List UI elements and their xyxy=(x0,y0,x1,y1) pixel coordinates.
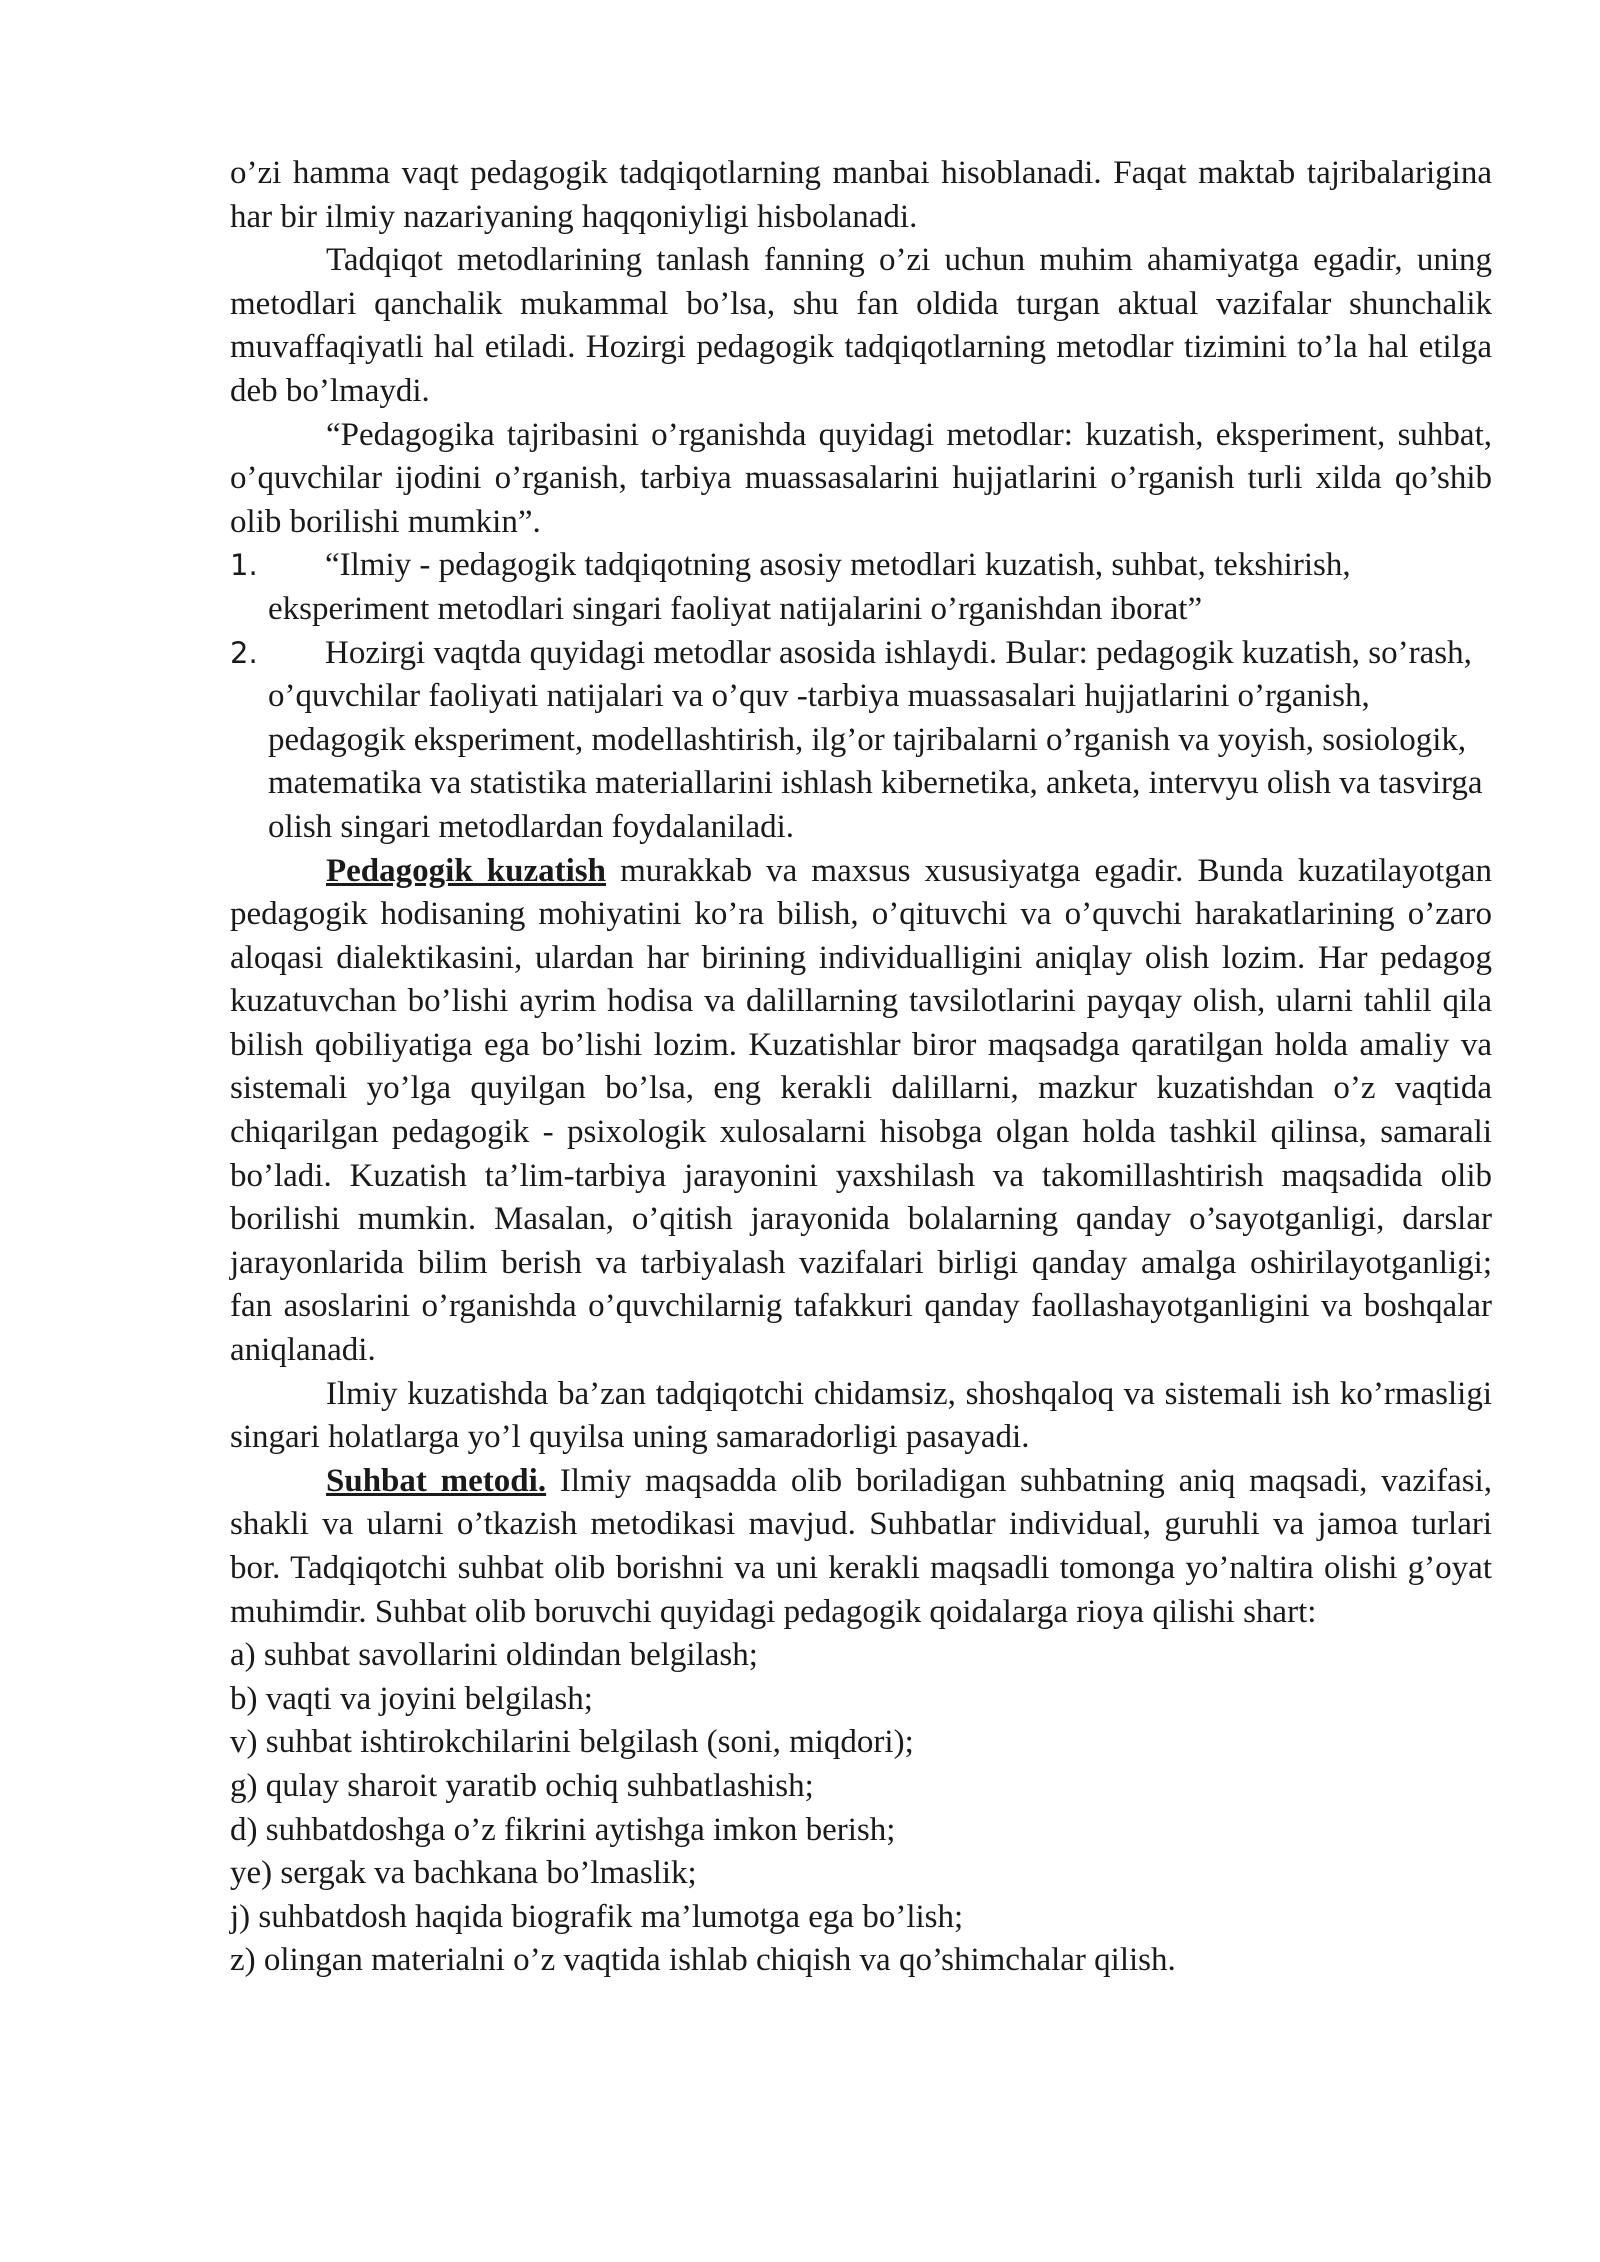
section-heading-conversation: Suhbat metodi. xyxy=(326,1462,547,1499)
list-number: 1. xyxy=(230,548,258,583)
list-number: 2. xyxy=(230,635,258,670)
paragraph-research-methods: Tadqiqot metodlarining tanlash fanning o’zi uchun muhim ahamiyatga egadir, uning metodlari qanchalik mukammal bo’lsa, shu fan oldida turgan aktual vazifalar shunchalik muvaffaqiyatli hal etiladi. Hozirgi pedagogik tadqiqotlarning metodlar tizimini to’la hal etilga deb bo’lmaydi. xyxy=(230,242,1492,409)
list-item: v) suhbat ishtirokchilarini belgilash (soni, miqdori); xyxy=(230,1724,914,1761)
numbered-item-1 xyxy=(230,544,1492,631)
list-item: z) olingan materialni o’z vaqtida ishlab chiqish va qo’shimchalar qilish. xyxy=(230,1942,1176,1979)
rules-list xyxy=(230,1634,1492,1983)
list-item: ye) sergak va bachkana bo’lmaslik; xyxy=(230,1855,697,1892)
section-heading-observation: Pedagogik kuzatish xyxy=(326,852,606,889)
paragraph-continuation: o’zi hamma vaqt pedagogik tadqiqotlarning manbai hisoblanadi. Faqat maktab tajribalarigina har bir ilmiy nazariyaning haqqoniyligi hisbolanadi. xyxy=(230,155,1492,235)
list-item: b) vaqti va joyini belgilash; xyxy=(230,1680,593,1717)
list-item: j) suhbatdosh haqida biografik ma’lumotga ega bo’lish; xyxy=(230,1898,964,1935)
paragraph-pedagogical-observation xyxy=(230,850,1492,1373)
paragraph-observation-note: Ilmiy kuzatishda ba’zan tadqiqotchi chidamsiz, shoshqaloq va sistemali ish ko’rmasligi singari holatlarga yo’l quyilsa uning samaradorligi pasayadi. xyxy=(230,1375,1492,1456)
paragraph-conversation-method xyxy=(230,1460,1492,1634)
list-item: g) qulay sharoit yaratib ochiq suhbatlashish; xyxy=(230,1767,814,1804)
paragraph-pedagogy-quote: “Pedagogika tajribasini o’rganishda quyidagi metodlar: kuzatish, eksperiment, suhbat, o’quvchilar ijodini o’rganish, tarbiya muassasalarini hujjatlarini o’rganish turli xilda qo’shib olib borilishi mumkin”. xyxy=(230,416,1492,540)
numbered-item-2 xyxy=(230,632,1492,850)
numbered-item-text: “Ilmiy - pedagogik tadqiqotning asosiy metodlari kuzatish, suhbat, tekshirish, eksperiment metodlari singari faoliyat natijalarini o’rganishdan iborat” xyxy=(268,547,1351,627)
paragraph-body: Ilmiy maqsadda olib boriladigan suhbatning aniq maqsadi, vazifasi, shakli va ularni o’tkazish metodikasi mavjud. Suhbatlar individual, guruhli va jamoa turlari bor. Tadqiqotchi suhbat olib borishni va uni kerakli maqsadli tomonga yo’naltira olishi g’oyat muhimdir. Suhbat olib boruvchi quyidagi pedagogik qoidalarga rioya qilishi shart: xyxy=(230,1462,1492,1630)
list-item: a) suhbat savollarini oldindan belgilash; xyxy=(230,1637,758,1674)
list-item: d) suhbatdoshga o’z fikrini aytishga imkon berish; xyxy=(230,1811,896,1848)
numbered-item-text: Hozirgi vaqtda quyidagi metodlar asosida ishlaydi. Bular: pedagogik kuzatish, so’rash, o’quvchilar faoliyati natijalari va o’quv -tarbiya muassasalari hujjatlarini o’rganish, pedagogik eksperiment, modellashtirish, ilg’or tajribalarni o’rganish va yoyish, sosiologik, matematika va statistika materiallarini ishlash kibernetika, anketa, intervyu olish va tasvirga olish singari metodlardan foydalaniladi. xyxy=(268,634,1483,845)
paragraph-body: murakkab va maxsus xususiyatga egadir. Bunda kuzatilayotgan pedagogik hodisaning mohiyatini ko’ra bilish, o’qituvchi va o’quvchi harakatlarining o’zaro aloqasi dialektikasini, ulardan har birining individualligini aniqlay olish lozim. Har pedagog kuzatuvchan bo’lishi ayrim hodisa va dalillarning tavsilotlarini payqay olish, ularni tahlil qila bilish qobiliyatiga ega bo’lishi lozim. Kuzatishlar biror maqsadga qaratilgan holda amaliy va sistemali yo’lga quyilgan bo’lsa, eng kerakli dalillarni, mazkur kuzatishdan o’z vaqtida chiqarilgan pedagogik - psixologik xulosalarni hisobga olgan holda tashkil qilinsa, samarali bo’ladi. Kuzatish ta’lim-tarbiya jarayonini yaxshilash va takomillashtirish maqsadida olib borilishi mumkin. Masalan, o’qitish jarayonida bolalarning qanday o’sayotganligi, darslar jarayonlarida bilim berish va tarbiyalash vazifalari birligi qanday amalga oshirilayotganligi; fan asoslarini o’rganishda o’quvchilarnig tafakkuri qanday faollashayotganligini va boshqalar aniqlanadi. xyxy=(230,852,1492,1369)
document-page xyxy=(230,152,1492,1983)
